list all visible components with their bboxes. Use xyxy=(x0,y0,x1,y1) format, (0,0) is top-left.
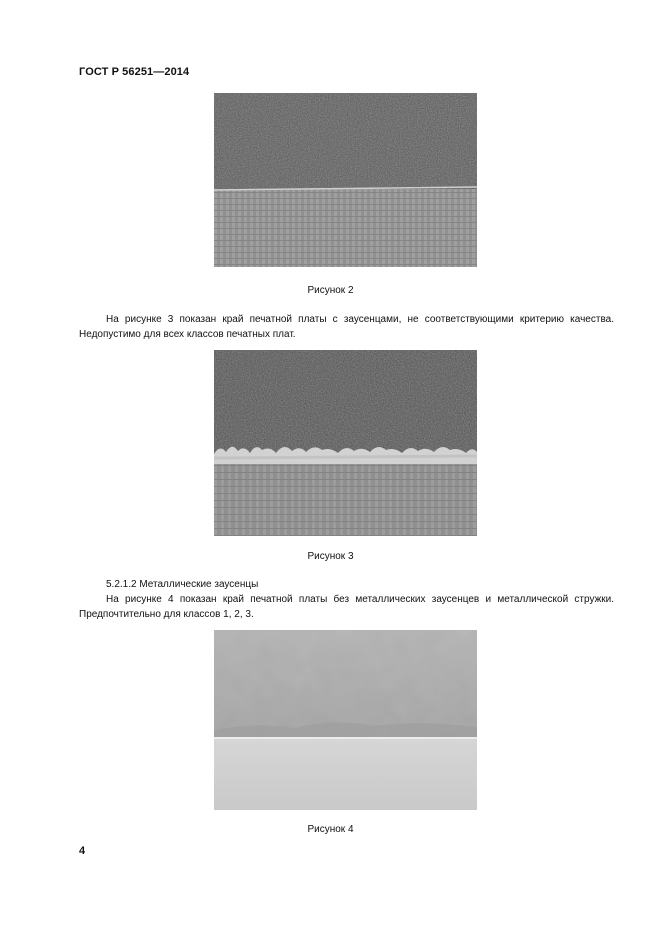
document-code-header: ГОСТ Р 56251—2014 xyxy=(79,66,190,78)
figure-4-photo xyxy=(214,630,477,810)
section-heading-5-2-1-2: 5.2.1.2 Металлические заусенцы xyxy=(106,579,259,590)
paragraph-figure-4-description: На рисунке 4 показан край печатной платы без металлических заусенцев и металлической стружки. Предпочтительно для классов 1, 2, 3. xyxy=(79,594,614,620)
figure-4-caption: Рисунок 4 xyxy=(307,824,354,835)
figure-2-caption: Рисунок 2 xyxy=(307,285,354,296)
figure-2-photo xyxy=(214,93,477,267)
paragraph-figure-3-description: На рисунке 3 показан край печатной платы с заусенцами, не соответствующими критерию качества. Недопустимо для всех классов печатных плат. xyxy=(79,314,614,340)
figure-3-photo xyxy=(214,350,477,536)
page-number: 4 xyxy=(79,845,86,857)
figure-3-caption: Рисунок 3 xyxy=(307,551,354,562)
